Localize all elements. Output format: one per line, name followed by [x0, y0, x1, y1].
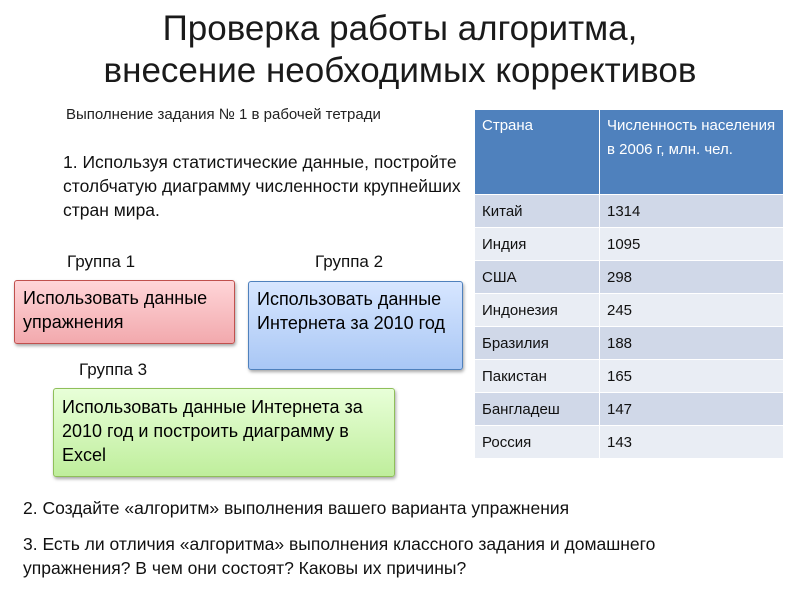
table-row: [475, 195, 784, 228]
title-line-1: Проверка работы алгоритма,: [162, 9, 638, 48]
task-3-text: 3. Есть ли отличия «алгоритма» выполнения классного задания и домашнего упражнения? В чем они состоят? Каковы их причины?: [23, 534, 656, 578]
table-cell-country: Индия: [475, 228, 600, 261]
table-cell-country: Бразилия: [475, 327, 600, 360]
subtitle: Выполнение задания № 1 в рабочей тетради: [66, 106, 381, 123]
table-cell-country: Китай: [475, 195, 600, 228]
table-cell-population: 188: [600, 327, 784, 360]
header-population: Численность населения в 2006 г, млн. чел.: [600, 110, 784, 195]
table-row: [475, 360, 784, 393]
group-1-label: Группа 1: [67, 252, 136, 271]
table-row: [475, 426, 784, 459]
group-2-box: [248, 281, 463, 370]
slide-title: [0, 8, 800, 92]
table-row: [475, 261, 784, 294]
group-2-text: Использовать данные Интернета за 2010 год: [257, 289, 445, 333]
table-row: [475, 327, 784, 360]
group-1-box: [14, 280, 235, 344]
table-cell-population: 143: [600, 426, 784, 459]
task-1-text: 1. Используя статистические данные, постройте столбчатую диаграмму численности крупнейших стран мира.: [63, 152, 461, 220]
table-cell-country: Россия: [475, 426, 600, 459]
table-cell-population: 1095: [600, 228, 784, 261]
table-cell-country: США: [475, 261, 600, 294]
table-cell-population: 245: [600, 294, 784, 327]
table-cell-population: 1314: [600, 195, 784, 228]
population-table: [475, 110, 784, 458]
table-cell-country: Пакистан: [475, 360, 600, 393]
group-3-box: [53, 388, 395, 477]
table-row: [475, 294, 784, 327]
table-cell-population: 147: [600, 393, 784, 426]
table-row: [475, 393, 784, 426]
title-line-2: внесение необходимых коррективов: [103, 51, 697, 90]
group-3-text: Использовать данные Интернета за 2010 год и построить диаграмму в Excel: [62, 397, 363, 465]
table-cell-population: 298: [600, 261, 784, 294]
table-cell-population: 165: [600, 360, 784, 393]
group-3-label: Группа 3: [79, 360, 148, 379]
task-2-text: 2. Создайте «алгоритм» выполнения вашего варианта упражнения: [23, 498, 570, 518]
table-cell-country: Бангладеш: [475, 393, 600, 426]
table-cell-country: Индонезия: [475, 294, 600, 327]
group-2-label: Группа 2: [315, 252, 384, 271]
table-header-row: [475, 110, 784, 195]
group-1-text: Использовать данные упражнения: [23, 288, 208, 332]
table-row: [475, 228, 784, 261]
header-country: Страна: [475, 110, 600, 195]
